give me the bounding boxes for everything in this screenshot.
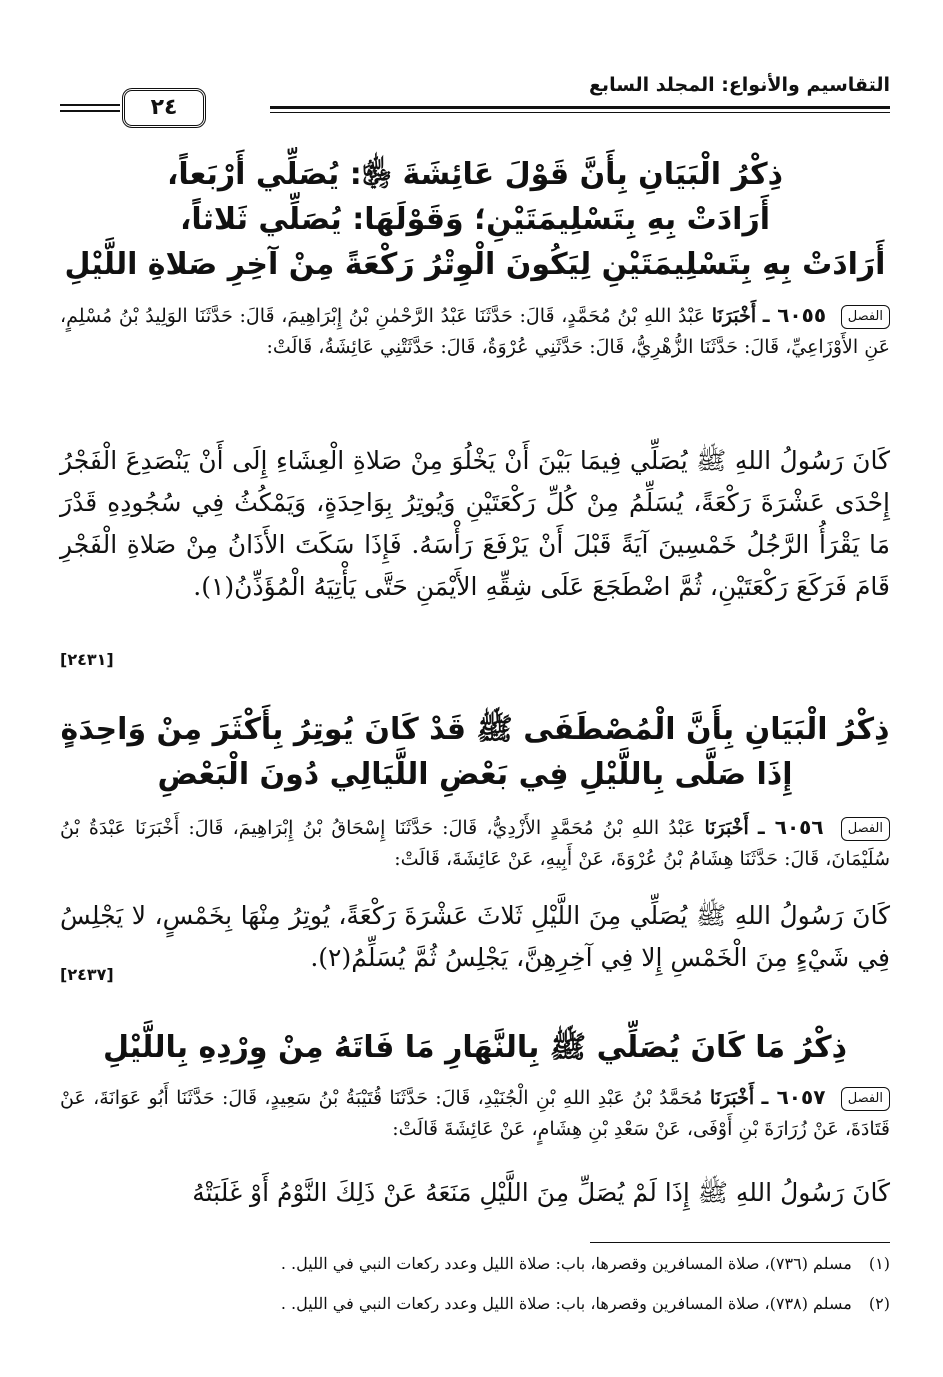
matn-6055 <box>60 440 890 608</box>
isnad-6056 <box>60 812 890 875</box>
running-title: التقاسيم والأنواع: المجلد السابع <box>588 74 890 96</box>
akhbarana-word: أَخْبَرَنَا <box>704 817 749 839</box>
header-rule-thin <box>270 112 890 113</box>
page-number: ٢٤ <box>122 88 206 128</box>
reference-number: [٢٤٣٧] <box>60 965 114 984</box>
matn-text: كَانَ رَسُولُ اللهِ ﷺ يُصَلِّي فِيمَا بَيْنَ أَنْ يَخْلُوَ مِنْ صَلاةِ الْعِشَاءِ إِلَى أَنْ يَنْصَدِعَ الْفَجْرُ إِحْدَى عَشْرَةَ رَكْعَةً، يُسَلِّمُ مِنْ كُلِّ رَكْعَتَيْنِ وَيُوتِرُ بِوَاحِدَةٍ، وَيَمْكُثُ فِي سُجُودِهِ قَدْرَ مَا يَقْرَأُ الرَّجُلُ خَمْسِينَ آيَةً قَبْلَ أَنْ يَرْفَعَ رَأْسَهُ. فَإِذَا سَكَتَ الأَذَانُ مِنْ صَلاةِ الْفَجْرِ قَامَ فَرَكَعَ رَكْعَتَيْنِ، ثُمَّ اضْطَجَعَ عَلَى شِقِّهِ الأَيْمَنِ حَتَّى يَأْتِيَهُ الْمُؤَذِّنُ(١). <box>60 446 890 601</box>
heading-line: أَرَادَتْ بِهِ بِتَسْلِيمَتَيْنِ لِيَكُونَ الْوِتْرُ رَكْعَةً مِنْ آخِرِ صَلاةِ اللَّيْلِ <box>64 247 886 282</box>
reference-number: [٢٤٣١] <box>60 650 114 669</box>
footnote-text: مسلم (٧٣٦)، صلاة المسافرين وقصرها، باب: صلاة الليل وعدد ركعات النبي في الليل. . <box>280 1254 852 1273</box>
akhbarana-word: أَخْبَرَنَا <box>711 305 757 327</box>
footnote-rule <box>590 1242 890 1243</box>
akhbarana-word: أَخْبَرَنَا <box>709 1087 755 1109</box>
heading-line: ذِكْرُ مَا كَانَ يُصَلِّي ﷺ بِالنَّهَارِ مَا فَاتَهُ مِنْ وِرْدِهِ بِاللَّيْلِ <box>102 1030 847 1065</box>
isnad-6057 <box>60 1082 890 1145</box>
matn-text: كَانَ رَسُولُ اللهِ ﷺ إِذَا لَمْ يُصَلِّ مِنَ اللَّيْلِ مَنَعَهُ عَنْ ذَلِكَ النَّوْمُ أَوْ غَلَبَتْهُ <box>192 1178 890 1207</box>
isnad-text: مُحَمَّدُ بْنُ عَبْدِ اللهِ بْنِ الْجُنَيْدِ، قَالَ: حَدَّثَنَا قُتَيْبَةُ بْنُ سَعِيدٍ، قَالَ: حَدَّثَنَا أَبُو عَوَانَةَ، عَنْ قَتَادَةَ، عَنْ زُرَارَةَ بْنِ أَوْفَى، عَنْ سَعْدِ بْنِ هِشَامٍ، عَنْ عَائِشَةَ قَالَتْ: <box>60 1087 890 1140</box>
heading-line: ذِكْرُ الْبَيَانِ بِأَنَّ قَوْلَ عَائِشَةَ ﵂: يُصَلِّي أَرْبَعاً، <box>166 157 784 192</box>
isnad-text: عَبْدُ اللهِ بْنُ مُحَمَّدٍ الأَزْدِيُّ، قَالَ: حَدَّثَنَا إِسْحَاقُ بْنُ إِبْرَاهِيمَ، قَالَ: أَخْبَرَنَا عَبْدَةُ بْنُ سُلَيْمَانَ، قَالَ: حَدَّثَنَا هِشَامُ بْنُ عُرْوَةَ، عَنْ أَبِيهِ، عَنْ عَائِشَةَ، قَالَتْ: <box>60 817 890 870</box>
fasl-badge: الفصل <box>841 305 890 329</box>
footnote-text: مسلم (٧٣٨)، صلاة المسافرين وقصرها، باب: صلاة الليل وعدد ركعات النبي في الليل. . <box>280 1294 852 1313</box>
matn-6057 <box>60 1172 890 1214</box>
section-heading-6056 <box>60 707 890 797</box>
header-rule <box>270 106 890 109</box>
fasl-badge: الفصل <box>841 1087 890 1111</box>
hadith-number: ٦٠٥٦ ـ <box>757 815 824 839</box>
heading-line: أَرَادَتْ بِهِ بِتَسْلِيمَتَيْنِ؛ وَقَوْلَهَا: يُصَلِّي ثَلاثاً، <box>179 202 770 237</box>
header-rule-left-2 <box>60 110 120 112</box>
page-header <box>60 70 890 126</box>
isnad-text: عَبْدُ اللهِ بْنُ مُحَمَّدٍ، قَالَ: حَدَّثَنَا عَبْدُ الرَّحْمٰنِ بْنُ إِبْرَاهِيمَ، قَالَ: حَدَّثَنَا الوَلِيدُ بْنُ مُسْلِمٍ، عَنِ الأَوْزَاعِيِّ، قَالَ: حَدَّثَنَا الزُّهْرِيُّ، قَالَ: حَدَّثَنِي عُرْوَةُ، قَالَ: حَدَّثَتْنِي عَائِشَةُ، قَالَتْ: <box>60 305 890 358</box>
heading-line: ذِكْرُ الْبَيَانِ بِأَنَّ الْمُصْطَفَى ﷺ قَدْ كَانَ يُوتِرُ بِأَكْثَرَ مِنْ وَاحِدَةٍ <box>60 712 890 747</box>
fasl-badge: الفصل <box>841 817 890 841</box>
section-heading-6057 <box>60 1025 890 1070</box>
footnote-number: (٢) <box>868 1294 890 1313</box>
book-page <box>60 0 890 1377</box>
isnad-6055 <box>60 300 890 363</box>
footnote-2 <box>60 1292 890 1316</box>
hadith-number: ٦٠٥٥ ـ <box>762 303 827 327</box>
hadith-number: ٦٠٥٧ ـ <box>761 1085 826 1109</box>
header-rule-left <box>60 104 120 106</box>
footnote-number: (١) <box>868 1254 890 1273</box>
heading-line: إِذَا صَلَّى بِاللَّيْلِ فِي بَعْضِ اللَّيَالِي دُونَ الْبَعْضِ <box>157 757 793 792</box>
footnote-1 <box>60 1252 890 1276</box>
matn-text: كَانَ رَسُولُ اللهِ ﷺ يُصَلِّي مِنَ اللَّيْلِ ثَلاثَ عَشْرَةَ رَكْعَةً، يُوتِرُ مِنْهَا بِخَمْسٍ، لا يَجْلِسُ فِي شَيْءٍ مِنَ الْخَمْسِ إِلا فِي آخِرِهِنَّ، يَجْلِسُ ثُمَّ يُسَلِّمُ(٢). <box>60 901 890 972</box>
section-heading-6055 <box>60 152 890 287</box>
matn-6056 <box>60 895 890 979</box>
